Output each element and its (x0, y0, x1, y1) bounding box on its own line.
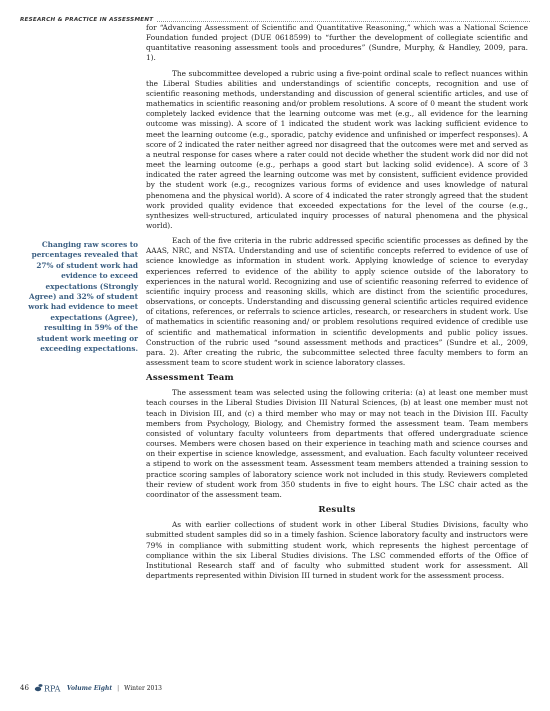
heading-results: Results (318, 505, 356, 516)
running-head-dotted-rule (157, 20, 530, 22)
paragraph-results: As with earlier collections of student work in other Liberal Studies Divisions, faculty who submitted student samples did so in a timely fashion. Science laboratory faculty and instructors were 79% in compliance with submitting student work, which represents the highest percentage of compliance within the six Liberal Studies divisions. The LSC commended efforts of the Office of Institutional Research staff and of faculty who submitted student work for assessment. All departments represented within Division III turned in student work for the assessment process. (146, 520, 528, 580)
page-footer (20, 682, 162, 694)
volume-label: Volume Eight (66, 684, 113, 692)
issue-label: Winter 2013 (124, 684, 162, 692)
paragraph-intro-continuation: for “Advancing Assessment of Scientific and Quantitative Reasoning,” which was a National Science Foundation funded project (DUE 0618599) to “further the development of collegiate scientific and quantitative reasoning assessment tools and procedures” (Sundre, Murphy, & Handley, 2009, para. 1). (146, 23, 528, 63)
svg-text:RPA: RPA (43, 684, 61, 694)
pull-quote: Changing raw scores to percentages revealed that 27% of student work had evidence to exceed expectations (Strongly Agree) and 32% of student work had evidence to meet expectations (Agree), resulting in 59% of the student work meeting or exceeding expectations. (28, 240, 138, 354)
paragraph-rubric-criteria: Each of the five criteria in the rubric addressed specific scientific processes as defined by the AAAS, NRC, and NSTA. Understanding and use of scientific concepts referred to evidence of use of science knowledge as information in student work. Applying knowledge of science to everyday experiences referred to evidence of the ability to apply science outside of the laboratory to experiences in the natural world. Recognizing and use of scientific reasoning referred to evidence of scientific inquiry process and reasoning skills, which are distinct from the scientific procedures, observations, or concepts. Understanding and discussing general scientific articles required evidence of citations, references, or referrals to science articles, research, or researchers in student work. Use of mathematics in scientific reasoning and/ or problem resolutions required evidence of credible use of scientific and mathematical information in scientific developments and public policy issues. Construction of the rubric used “sound assessment methods and practices” (Sundre et al., 2009, para. 2). After creating the rubric, the subcommittee selected three faculty members to form an assessment team to score student work in science laboratory classes. (146, 236, 528, 367)
footer-separator: | (117, 684, 120, 692)
heading-assessment-team: Assessment Team (146, 373, 234, 384)
rpa-logo (34, 682, 62, 694)
paragraph-rubric-scale: The subcommittee developed a rubric using a five-point ordinal scale to reflect nuances within the Liberal Studies abilities and understandings of scientific concepts, recognition and use of scientific reasoning methods, understanding and discussion of general scientific articles, and use of mathematics in scientific reasoning and/or problem resolutions. A score of 0 meant the student work completely lacked evidence that the learning outcome was met (e.g., all evidence for the learning outcome was missing). A score of 1 indicated the student work was lacking sufficient evidence to meet the learning outcome (e.g., sporadic, patchy evidence and unfinished or imperfect responses). A score of 2 indicated the rater neither agreed nor disagreed that the outcomes were met and served as a neutral response for cases where a rater could not decide whether the student work did nor did not meet the learning outcome (e.g., perhaps a good start but lacking solid evidence). A score of 3 indicated the rater agreed the learning outcome was met by consistent, sufficient evidence provided by the student work (e.g., recognizes various forms of evidence and uses knowledge of natural phenomena and the physical world). A score of 4 indicated the rater strongly agreed that the student work provided quality evidence that exceeded expectations for the level of the course (e.g., synthesizes well-structured, articulated inquiry processes of natural phenomena and the physical world). (146, 68, 528, 230)
running-head-title: RESEARCH & PRACTICE IN ASSESSMENT (20, 17, 154, 23)
article-body (146, 23, 528, 586)
paragraph-assessment-team: The assessment team was selected using the following criteria: (a) at least one member must teach courses in the Liberal Studies Division III Natural Sciences, (b) at least one member must not teach in Division III, and (c) a third member who may or may not teach in the Division III. Faculty members from Psychology, Biology, and Chemistry formed the assessment team. Team members consisted of voluntary faculty volunteers from departments that offered undergraduate science courses. Members were chosen based on their experience in teaching math and science courses and on their expertise in science knowledge, assessment, and evaluation. Each faculty volunteer received a stipend to work on the assessment team. Assessment team members attended a training session to practice scoring samples of laboratory science work not included in this study. Reviewers completed their review of student work from 350 students in five to eight hours. The LSC chair acted as the coordinator of the assessment team. (146, 388, 528, 499)
page-number: 46 (20, 684, 29, 692)
